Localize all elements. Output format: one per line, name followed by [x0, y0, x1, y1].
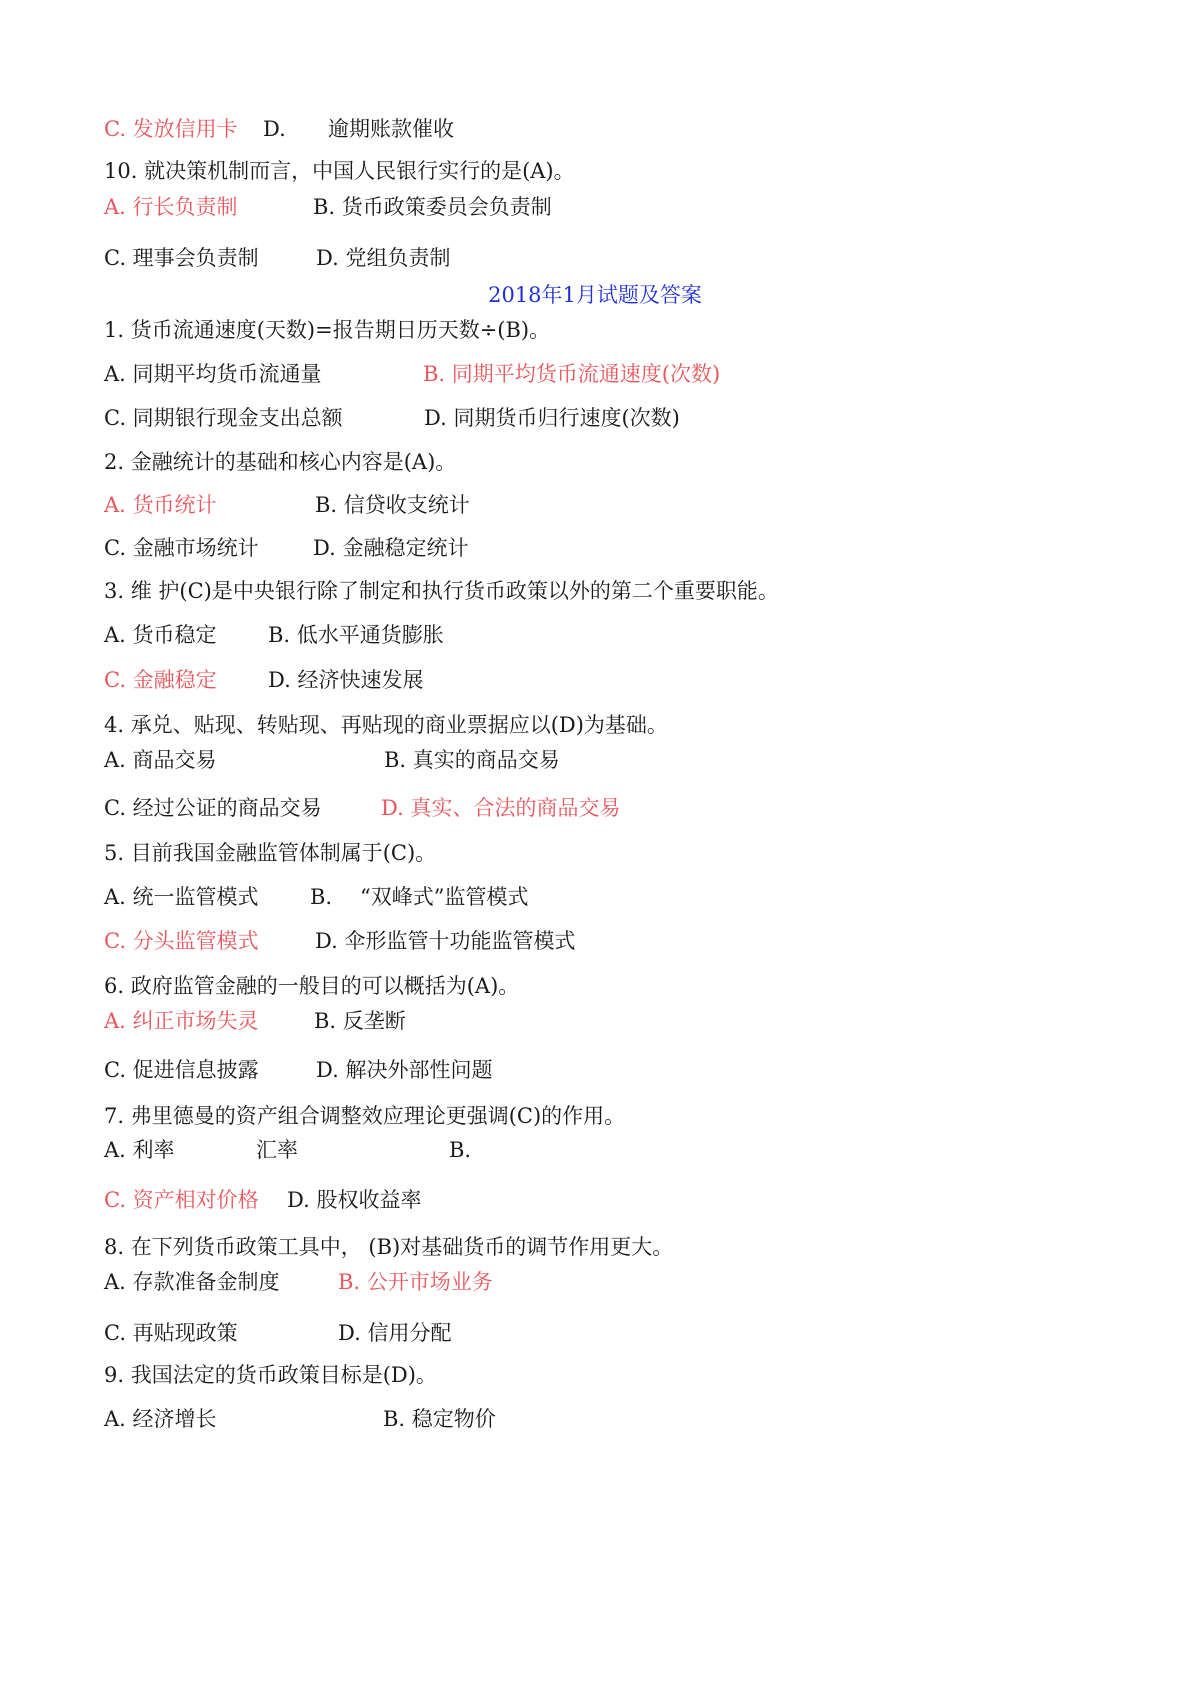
answer-options-line: [0, 1133, 1190, 1167]
option-b-text: “双峰式”监管模式: [360, 885, 529, 909]
option-a: A. 统一监管模式: [104, 885, 259, 909]
question-text: 7. 弗里德曼的资产组合调整效应理论更强调(C)的作用。: [104, 1104, 626, 1128]
option-b-label: B.: [310, 885, 333, 909]
option-c: C. 经过公证的商品交易: [104, 796, 322, 820]
answer-options-line: [0, 1004, 1190, 1038]
option-d: D. 股权收益率: [287, 1188, 422, 1212]
question-4: [0, 708, 1190, 742]
option-b-answer: B. 同期平均货币流通速度(次数): [423, 362, 721, 386]
question-9: [0, 1358, 1190, 1392]
answer-options-line: [0, 1183, 1190, 1217]
option-b: B. 货币政策委员会负责制: [313, 195, 552, 219]
option-d: D. 金融稳定统计: [313, 536, 469, 560]
question-2: [0, 445, 1190, 479]
question-text: 9. 我国法定的货币政策目标是(D)。: [104, 1363, 437, 1387]
answer-options-line: [0, 1402, 1190, 1436]
question-text: 5. 目前我国金融监管体制属于(C)。: [104, 841, 437, 865]
option-a-answer: A. 行长负责制: [104, 195, 238, 219]
option-b: B. 真实的商品交易: [384, 748, 560, 772]
option-a-answer: A. 纠正市场失灵: [104, 1009, 259, 1033]
answer-options-line: [0, 1316, 1190, 1350]
answer-options-line: [0, 743, 1190, 777]
answer-options-line: [0, 357, 1190, 391]
option-c-answer: C. 分头监管模式: [104, 929, 259, 953]
option-d: D. 伞形监管十功能监管模式: [315, 929, 576, 953]
answer-options-line: [0, 924, 1190, 958]
option-b: B. 反垄断: [314, 1009, 406, 1033]
answer-options-line: [0, 488, 1190, 522]
option-d-label: D.: [263, 117, 286, 141]
option-d-answer: D. 真实、合法的商品交易: [381, 796, 621, 820]
option-d: D. 同期货币归行速度(次数): [424, 406, 680, 430]
option-a: A. 同期平均货币流通量: [104, 362, 322, 386]
answer-options-line: [0, 401, 1190, 435]
answer-options-line: [0, 663, 1190, 697]
answer-options-line: [0, 618, 1190, 652]
question-text: 1. 货币流通速度(天数)=报告期日历天数÷(B)。: [104, 318, 551, 342]
option-a: A. 存款准备金制度: [104, 1270, 280, 1294]
question-5: [0, 836, 1190, 870]
option-d-text: 逾期账款催收: [328, 117, 454, 141]
question-10: [0, 154, 1190, 188]
option-text: 汇率: [256, 1138, 298, 1162]
option-a-answer: A. 货币统计: [104, 493, 217, 517]
option-c-answer: C. 资产相对价格: [104, 1188, 259, 1212]
option-b-label: B.: [449, 1138, 472, 1162]
answer-options-line: [0, 880, 1190, 914]
answer-options-line: [0, 112, 1190, 146]
option-c-answer: C. 金融稳定: [104, 668, 217, 692]
option-d: D. 党组负责制: [316, 246, 451, 270]
option-b: B. 信贷收支统计: [315, 493, 470, 517]
answer-options-line: [0, 1053, 1190, 1087]
option-c: C. 促进信息披露: [104, 1058, 259, 1082]
option-a: A. 货币稳定: [104, 623, 217, 647]
section-title: 2018年1月试题及答案: [488, 283, 702, 307]
option-c: C. 理事会负责制: [104, 246, 259, 270]
answer-options-line: [0, 791, 1190, 825]
answer-options-line: [0, 190, 1190, 224]
option-c: C. 再贴现政策: [104, 1321, 238, 1345]
answer-options-line: [0, 531, 1190, 565]
question-text: 8. 在下列货币政策工具中， (B)对基础货币的调节作用更大。: [104, 1235, 674, 1259]
answer-options-line: [0, 241, 1190, 275]
question-text: 4. 承兑、贴现、转贴现、再贴现的商业票据应以(D)为基础。: [104, 713, 668, 737]
question-1: [0, 313, 1190, 347]
option-c: C. 金融市场统计: [104, 536, 259, 560]
option-c: C. 同期银行现金支出总额: [104, 406, 343, 430]
option-d: D. 信用分配: [338, 1321, 452, 1345]
answer-options-line: [0, 1265, 1190, 1299]
option-c-answer: C. 发放信用卡: [104, 117, 238, 141]
question-text: 3. 维 护(C)是中央银行除了制定和执行货币政策以外的第二个重要职能。: [104, 579, 779, 603]
question-8: [0, 1230, 1190, 1264]
question-text: 6. 政府监管金融的一般目的可以概括为(A)。: [104, 974, 520, 998]
option-a: A. 利率: [104, 1138, 175, 1162]
option-a: A. 商品交易: [104, 748, 217, 772]
option-a: A. 经济增长: [104, 1407, 217, 1431]
question-text: 2. 金融统计的基础和核心内容是(A)。: [104, 450, 457, 474]
option-d: D. 经济快速发展: [268, 668, 424, 692]
question-text: 10. 就决策机制而言，中国人民银行实行的是(A)。: [104, 159, 575, 183]
option-b-answer: B. 公开市场业务: [338, 1270, 493, 1294]
question-3: [0, 574, 1190, 608]
option-b: B. 稳定物价: [383, 1407, 496, 1431]
question-6: [0, 969, 1190, 1003]
question-7: [0, 1099, 1190, 1133]
option-d: D. 解决外部性问题: [316, 1058, 493, 1082]
option-b: B. 低水平通货膨胀: [268, 623, 444, 647]
